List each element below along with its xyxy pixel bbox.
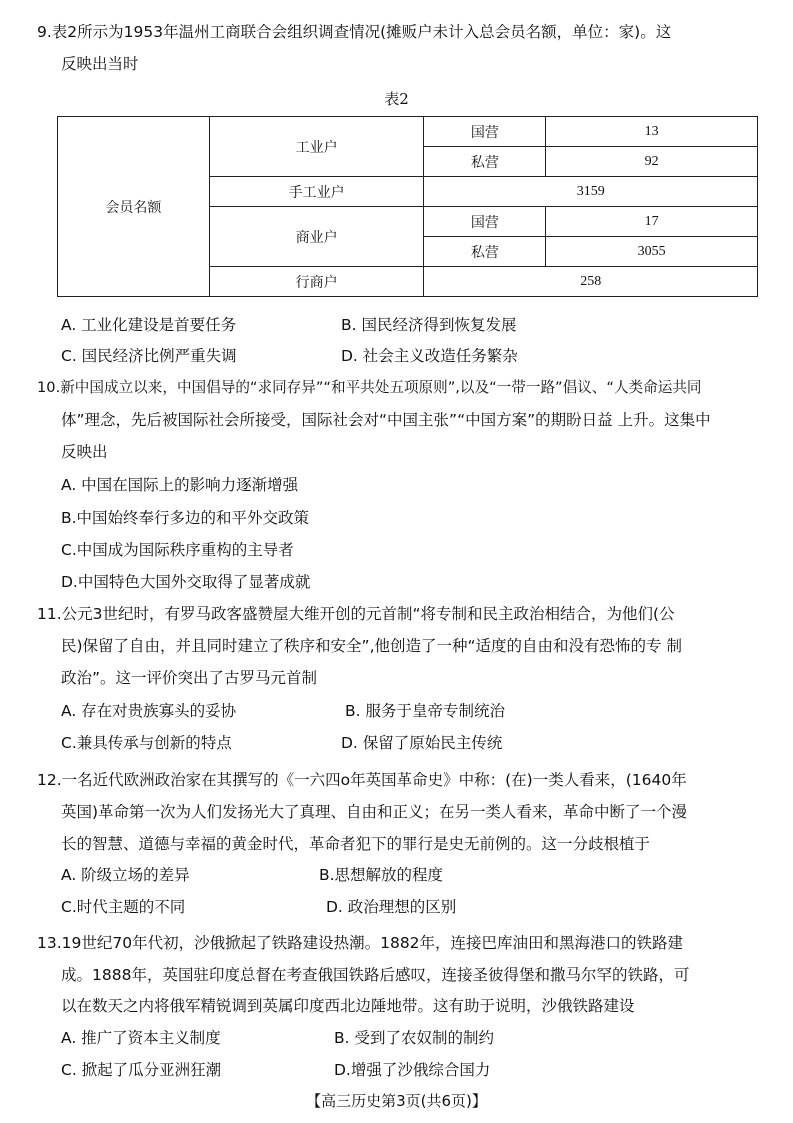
q9-stem-line2: 反映出当时 xyxy=(61,55,139,73)
q12-option-a[interactable]: A. 阶级立场的差异 xyxy=(61,866,190,884)
q13-stem-line3: 以在数天之内将俄军精锐调到英属印度西北边陲地带。这有助于说明，沙俄铁路建设 xyxy=(61,997,635,1015)
q10-option-c[interactable]: C.中国成为国际秩序重构的主导者 xyxy=(61,541,294,559)
cell-commerce-state-label: 国营 xyxy=(424,207,546,237)
q11-option-d[interactable]: D. 保留了原始民主传统 xyxy=(341,734,503,752)
cell-industry-private-value: 92 xyxy=(546,147,758,177)
q10-stem-line2: 体”理念，先后被国际社会所接受，国际社会对“中国主张”“中国方案”的期盼日益 上升。这集中 xyxy=(61,411,711,429)
q9-option-b[interactable]: B. 国民经济得到恢复发展 xyxy=(341,316,517,334)
q13-option-c[interactable]: C. 掀起了瓜分亚洲狂潮 xyxy=(61,1061,222,1079)
q11-stem-line2: 民)保留了自由，并且同时建立了秩序和安全”,他创造了一种“适度的自由和没有恐怖的专 制 xyxy=(61,637,682,655)
q10-option-d[interactable]: D.中国特色大国外交取得了显著成就 xyxy=(61,573,311,591)
cell-commerce-private-label: 私营 xyxy=(424,237,546,267)
q11-stem-line3: 政治”。这一评价突出了古罗马元首制 xyxy=(61,669,318,687)
q10-option-b[interactable]: B.中国始终奉行多边的和平外交政策 xyxy=(61,509,310,527)
q9-option-a[interactable]: A. 工业化建设是首要任务 xyxy=(61,316,237,334)
membership-table xyxy=(57,116,758,297)
q9-option-d[interactable]: D. 社会主义改造任务繁杂 xyxy=(341,347,518,365)
q12-stem-line3: 长的智慧、道德与幸福的黄金时代，革命者犯下的罪行是史无前例的。这一分歧根植于 xyxy=(61,835,651,853)
cell-industry-state-value: 13 xyxy=(546,117,758,147)
cell-peddler: 行商户 xyxy=(209,267,424,297)
q11-option-b[interactable]: B. 服务于皇帝专制统治 xyxy=(345,702,505,720)
cell-industry-state-label: 国营 xyxy=(424,117,546,147)
q12-option-c[interactable]: C.时代主题的不同 xyxy=(61,898,186,916)
page-footer: 【高三历史第3页(共6页)】 xyxy=(306,1092,487,1110)
cell-commerce-state-value: 17 xyxy=(546,207,758,237)
q10-option-a[interactable]: A. 中国在国际上的影响力逐渐增强 xyxy=(61,476,299,494)
q10-stem-line3: 反映出 xyxy=(61,443,108,461)
q12-stem-line2: 英国)革命第一次为人们发扬光大了真理、自由和正义；在另一类人看来，革命中断了一个漫 xyxy=(61,803,688,821)
q13-option-a[interactable]: A. 推广了资本主义制度 xyxy=(61,1029,221,1047)
q11-stem-line1: 11.公元3世纪时，有罗马政客盛赞屋大维开创的元首制“将专制和民主政治相结合，为他们(公 xyxy=(37,605,675,623)
q13-stem-line2: 成。1888年，英国驻印度总督在考查俄国铁路后感叹，连接圣彼得堡和撒马尔罕的铁路，可 xyxy=(61,966,690,984)
cell-handicraft-value: 3159 xyxy=(424,177,758,207)
q12-option-b[interactable]: B.思想解放的程度 xyxy=(319,866,444,884)
q11-option-a[interactable]: A. 存在对贵族寡头的妥协 xyxy=(61,702,237,720)
cell-handicraft: 手工业户 xyxy=(209,177,424,207)
q13-option-b[interactable]: B. 受到了农奴制的制约 xyxy=(334,1029,494,1047)
q9-stem-line1: 9.表2所示为1953年温州工商联合会组织调查情况(摊贩户未计入总会员名额，单位：家)。这 xyxy=(37,23,672,41)
table-caption: 表2 xyxy=(384,90,409,108)
cell-industry: 工业户 xyxy=(209,117,424,177)
row-header-membership: 会员名额 xyxy=(58,117,210,297)
q12-option-d[interactable]: D. 政治理想的区别 xyxy=(326,898,457,916)
cell-peddler-value: 258 xyxy=(424,267,758,297)
q13-stem-line1: 13.19世纪70年代初，沙俄掀起了铁路建设热潮。1882年，连接巴库油田和黑海港口的铁路建 xyxy=(37,934,684,952)
q11-option-c[interactable]: C.兼具传承与创新的特点 xyxy=(61,734,232,752)
cell-commerce-private-value: 3055 xyxy=(546,237,758,267)
cell-commerce: 商业户 xyxy=(209,207,424,267)
q12-stem-line1: 12.一名近代欧洲政治家在其撰写的《一六四o年英国革命史》中称：(在)一类人看来，(1640年 xyxy=(37,771,687,789)
q10-stem-line1: 10.新中国成立以来，中国倡导的“求同存异”“和平共处五项原则”,以及“一带一路”倡议、“人类命运共同 xyxy=(37,379,702,396)
q9-option-c[interactable]: C. 国民经济比例严重失调 xyxy=(61,347,237,365)
cell-industry-private-label: 私营 xyxy=(424,147,546,177)
q13-option-d[interactable]: D.增强了沙俄综合国力 xyxy=(334,1061,491,1079)
